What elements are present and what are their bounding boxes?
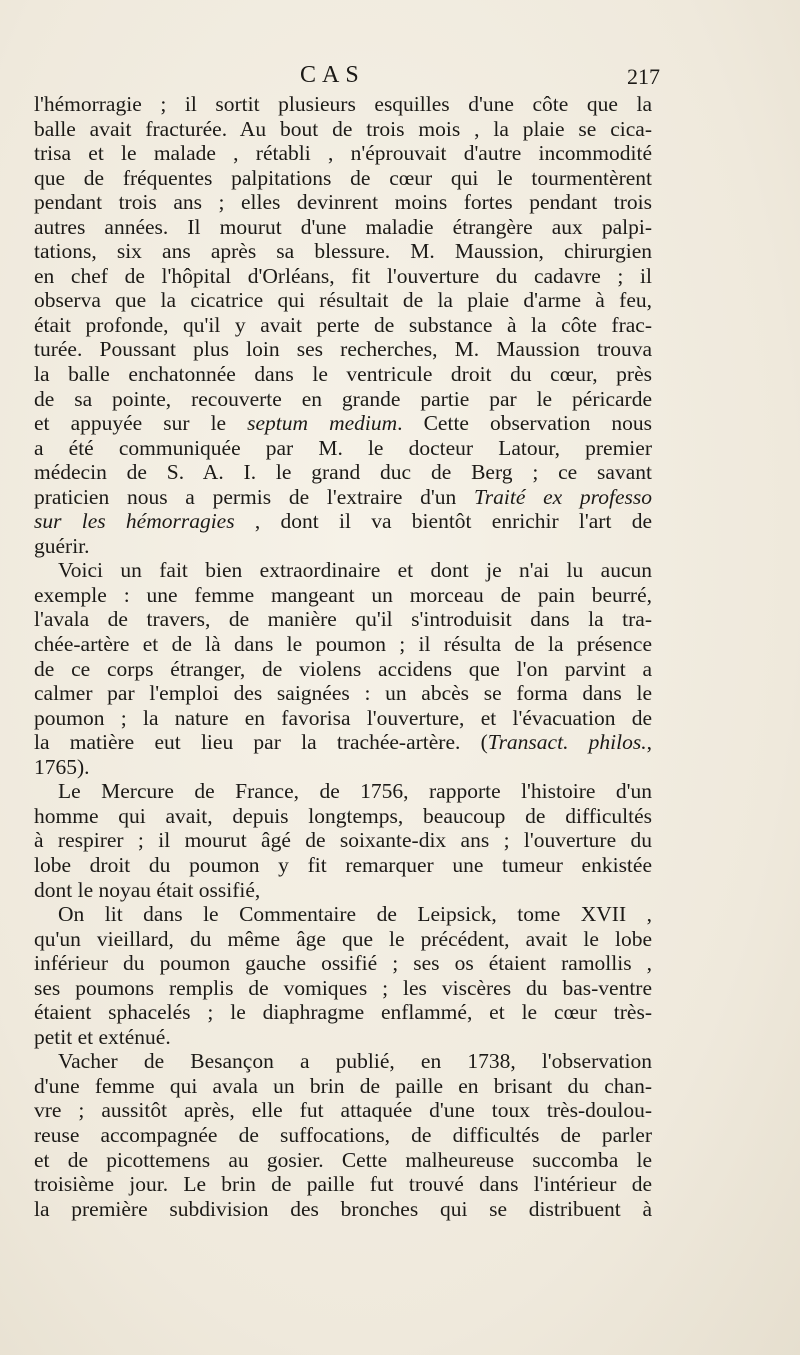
italic-run: Traité ex professo [473, 484, 652, 509]
text-run: a été communiquée par M. le docteur Latour, premier [34, 435, 652, 460]
text-run: médecin de S. A. I. le grand duc de Berg ; ce savant [34, 460, 652, 485]
text-line [34, 1098, 652, 1123]
text-run: petit et exténué. [34, 1024, 171, 1049]
text-run: que de fréquentes palpitations de cœur qui le tourmentèrent [34, 165, 652, 190]
text-run: était profonde, qu'il y avait perte de substance à la côte frac- [34, 312, 652, 337]
running-head: CAS [300, 62, 365, 88]
text-line [34, 239, 652, 264]
page-header [0, 62, 800, 92]
text-line [34, 117, 652, 142]
text-line [34, 411, 652, 436]
text-line [34, 657, 652, 682]
text-line [34, 828, 652, 853]
text-line [34, 92, 652, 117]
text-line [34, 264, 652, 289]
text-line [34, 362, 652, 387]
text-line [34, 583, 652, 608]
text-run: praticien nous a permis de l'extraire d'un [34, 484, 474, 509]
text-run: . Cette observation nous [397, 411, 652, 436]
text-line [34, 1197, 652, 1222]
text-line [34, 460, 652, 485]
text-run: étaient sphacelés ; le diaphragme enflammé, et le cœur très- [34, 1000, 652, 1025]
text-line [34, 632, 652, 657]
text-run: poumon ; la nature en favorisa l'ouverture, et l'évacuation de [34, 705, 652, 730]
text-run: balle avait fracturée. Au bout de trois mois , la plaie se cica- [34, 116, 652, 141]
text-run: de sa pointe, recouverte en grande partie par le péricarde [34, 386, 652, 411]
text-run: reuse accompagnée de suffocations, de difficultés de parler [34, 1122, 652, 1147]
text-line [34, 853, 652, 878]
text-run: tations, six ans après sa blessure. M. Maussion, chirurgien [34, 239, 652, 264]
text-line [34, 337, 652, 362]
text-run: d'une femme qui avala un brin de paille en brisant du chan- [34, 1073, 652, 1098]
text-line [34, 190, 652, 215]
text-run: On lit dans le Commentaire de Leipsick, tome XVII , [58, 902, 652, 927]
text-line [34, 878, 652, 903]
text-run: la balle enchatonnée dans le ventricule droit du cœur, près [34, 362, 652, 387]
text-line [34, 607, 652, 632]
text-run: et appuyée sur le [34, 411, 248, 436]
text-line [34, 927, 652, 952]
italic-run: septum medium [247, 411, 398, 436]
text-run: à respirer ; il mourut âgé de soixante-dix ans ; l'ouverture du [34, 828, 652, 853]
text-line [34, 804, 652, 829]
text-run: Voici un fait bien extraordinaire et dont je n'ai lu aucun [58, 558, 652, 583]
italic-run: Transact. philos. [487, 730, 647, 755]
text-run: observa que la cicatrice qui résultait de la plaie d'arme à feu, [34, 288, 652, 313]
text-run: l'avala de travers, de manière qu'il s'introduisit dans la tra- [34, 607, 652, 632]
text-run: 1765). [34, 754, 90, 779]
text-run: ses poumons remplis de vomiques ; les viscères du bas-ventre [34, 975, 652, 1000]
text-run: , dont il va bientôt enrichir l'art de [234, 509, 653, 534]
text-run: autres années. Il mourut d'une maladie étrangère aux palpi- [34, 214, 652, 239]
text-line [34, 288, 652, 313]
text-line [34, 387, 652, 412]
text-run: troisième jour. Le brin de paille fut trouvé dans l'intérieur de [34, 1172, 652, 1197]
text-line [34, 951, 652, 976]
text-run: trisa et le malade , rétabli , n'éprouvait d'autre incommodité [34, 141, 652, 166]
text-line [34, 706, 652, 731]
text-line [34, 1000, 652, 1025]
text-line [34, 730, 652, 755]
text-run: homme qui avait, depuis longtemps, beaucoup de difficultés [34, 803, 652, 828]
text-line [34, 1172, 652, 1197]
text-run: guérir. [34, 533, 90, 558]
text-run: Vacher de Besançon a publié, en 1738, l'observation [58, 1049, 652, 1074]
italic-run: sur les hémorragies [34, 509, 235, 534]
text-run: lobe droit du poumon y fit remarquer une tumeur enkistée [34, 852, 652, 877]
text-run: calmer par l'emploi des saignées : un abcès se forma dans le [34, 681, 652, 706]
text-line [34, 436, 652, 461]
text-run: de ce corps étranger, de violens accidens que l'on parvint a [34, 656, 652, 681]
page-number: 217 [627, 64, 660, 89]
text-run: dont le noyau était ossifié, [34, 877, 261, 902]
text-line [34, 1025, 652, 1050]
text-line [34, 1074, 652, 1099]
text-run: , [646, 730, 652, 755]
text-line [34, 534, 652, 559]
text-line [34, 141, 652, 166]
text-line [34, 976, 652, 1001]
text-run: pendant trois ans ; elles devinrent moins fortes pendant trois [34, 190, 652, 215]
text-run: inférieur du poumon gauche ossifié ; ses os étaient ramollis , [34, 951, 652, 976]
text-run: turée. Poussant plus loin ses recherches, M. Maussion trouva [34, 337, 652, 362]
text-line [34, 166, 652, 191]
text-run: qu'un vieillard, du même âge que le précédent, avait le lobe [34, 926, 652, 951]
text-run: chée-artère et de là dans le poumon ; il résulta de la présence [34, 632, 652, 657]
text-line [34, 755, 652, 780]
text-line [34, 215, 652, 240]
text-run: exemple : une femme mangeant un morceau de pain beurré, [34, 582, 652, 607]
text-line [34, 1148, 652, 1173]
text-line [34, 558, 652, 583]
text-run: l'hémorragie ; il sortit plusieurs esquilles d'une côte que la [34, 92, 652, 116]
text-line [34, 509, 652, 534]
text-run: et de picottemens au gosier. Cette malheureuse succomba le [34, 1147, 652, 1172]
text-run: la matière eut lieu par la trachée-artère. ( [34, 730, 488, 755]
text-run: Le Mercure de France, de 1756, rapporte l'histoire d'un [58, 779, 652, 804]
text-run: la première subdivision des bronches qui se distribuent à [34, 1196, 652, 1221]
text-line [34, 1123, 652, 1148]
text-line [34, 485, 652, 510]
text-line [34, 1049, 652, 1074]
text-run: en chef de l'hôpital d'Orléans, fit l'ouverture du cadavre ; il [34, 263, 652, 288]
text-line [34, 779, 652, 804]
text-run: vre ; aussitôt après, elle fut attaquée d'une toux très-doulou- [34, 1098, 652, 1123]
text-line [34, 313, 652, 338]
text-line [34, 681, 652, 706]
body-text [34, 92, 652, 1221]
text-line [34, 902, 652, 927]
